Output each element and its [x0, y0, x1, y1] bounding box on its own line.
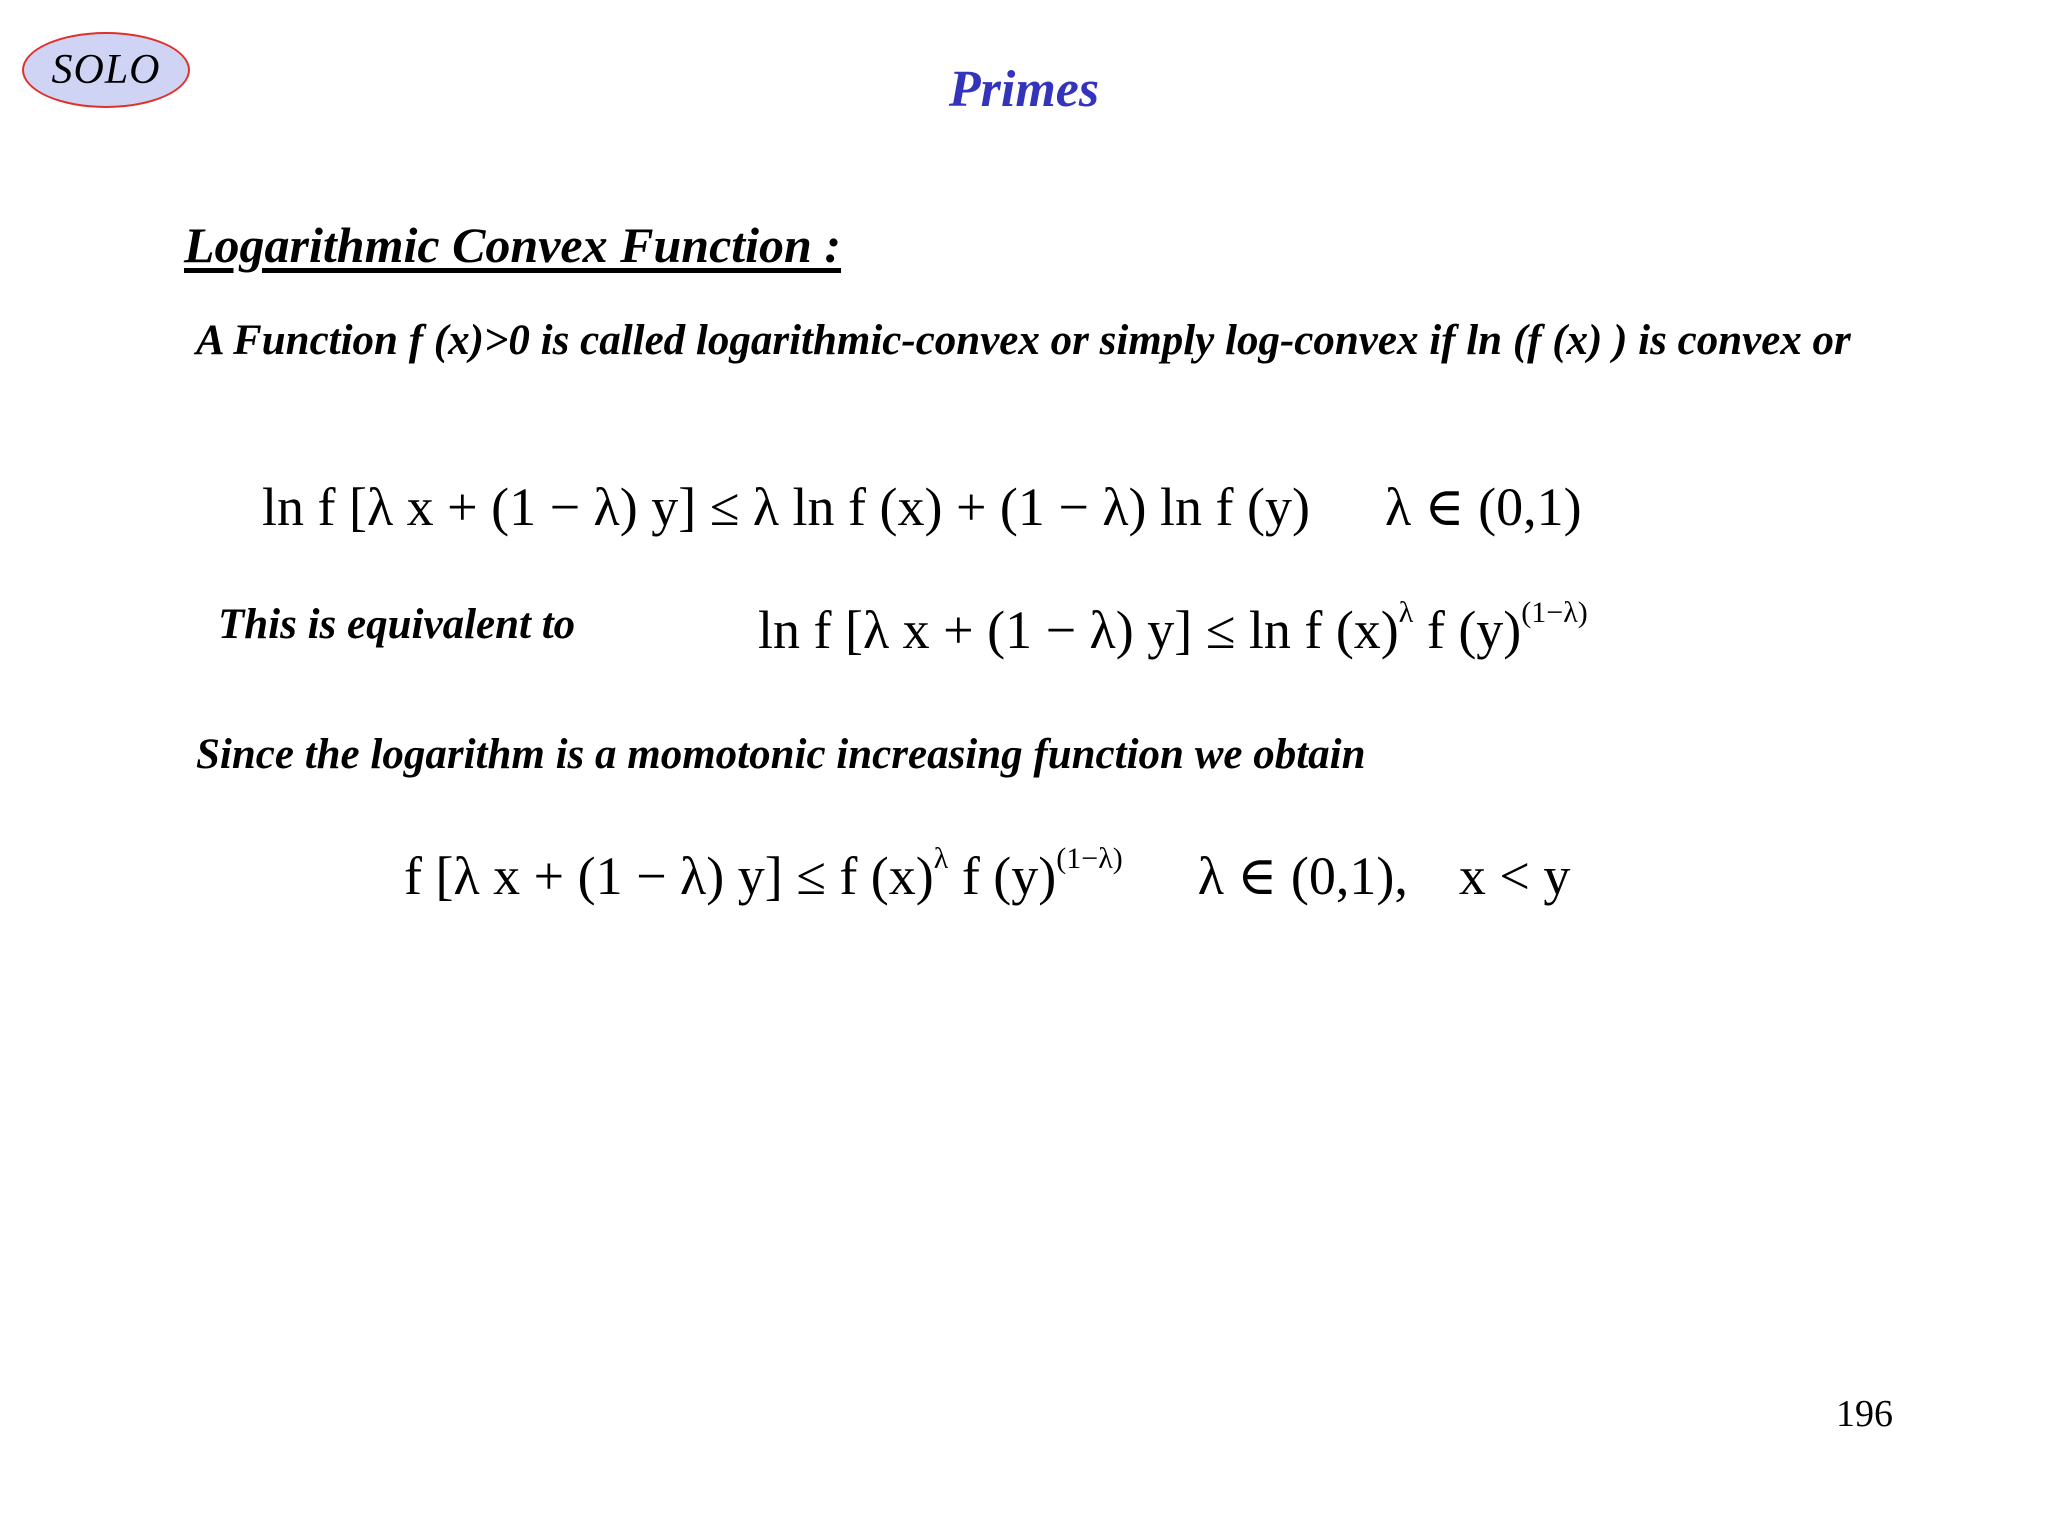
- equation-2-lhs: ln f [λ x + (1 − λ) y]: [758, 600, 1193, 660]
- equation-2-rhs-mid: f (y): [1413, 600, 1522, 660]
- equation-1-domain: λ ∈ (0,1): [1384, 477, 1582, 537]
- section-heading: Logarithmic Convex Function :: [184, 217, 842, 273]
- monotonic-statement: Since the logarithm is a momotonic increasing function we obtain: [196, 731, 1366, 778]
- equation-2-rhs-base: ln f (x): [1248, 600, 1399, 660]
- equation-3-relation: ≤: [796, 846, 826, 906]
- equation-2-exponent-one-minus-lambda: (1−λ): [1521, 596, 1588, 629]
- definition-text: A Function f (x)>0 is called logarithmic-convex or simply log-convex if ln (f (x) ) is convex or: [196, 317, 1851, 364]
- equation-2-relation: ≤: [1205, 600, 1236, 660]
- equation-3-exponent-lambda: λ: [933, 842, 949, 875]
- equation-1-relation: ≤: [709, 477, 740, 537]
- equation-3-exponent-one-minus-lambda: (1−λ): [1056, 842, 1123, 875]
- equation-equivalent: [758, 596, 1588, 660]
- equation-1-lhs: ln f [λ x + (1 − λ) y]: [262, 477, 697, 537]
- equation-log-convex: [262, 477, 1582, 537]
- equivalent-label: This is equivalent to: [218, 601, 576, 648]
- equation-3-domain: λ ∈ (0,1),: [1197, 846, 1408, 906]
- equation-1-rhs: λ ln f (x) + (1 − λ) ln f (y): [752, 477, 1310, 537]
- slide-title: Primes: [948, 61, 1100, 118]
- equation-3-condition: x < y: [1458, 846, 1571, 906]
- logo-text: SOLO: [51, 47, 161, 93]
- equation-result: [404, 842, 1571, 906]
- equation-2-exponent-lambda: λ: [1398, 596, 1414, 629]
- equation-3-lhs: f [λ x + (1 − λ) y]: [404, 846, 783, 906]
- page-number: 196: [1836, 1393, 1893, 1435]
- equation-3-rhs-base: f (x): [839, 846, 934, 906]
- equation-3-rhs-mid: f (y): [948, 846, 1057, 906]
